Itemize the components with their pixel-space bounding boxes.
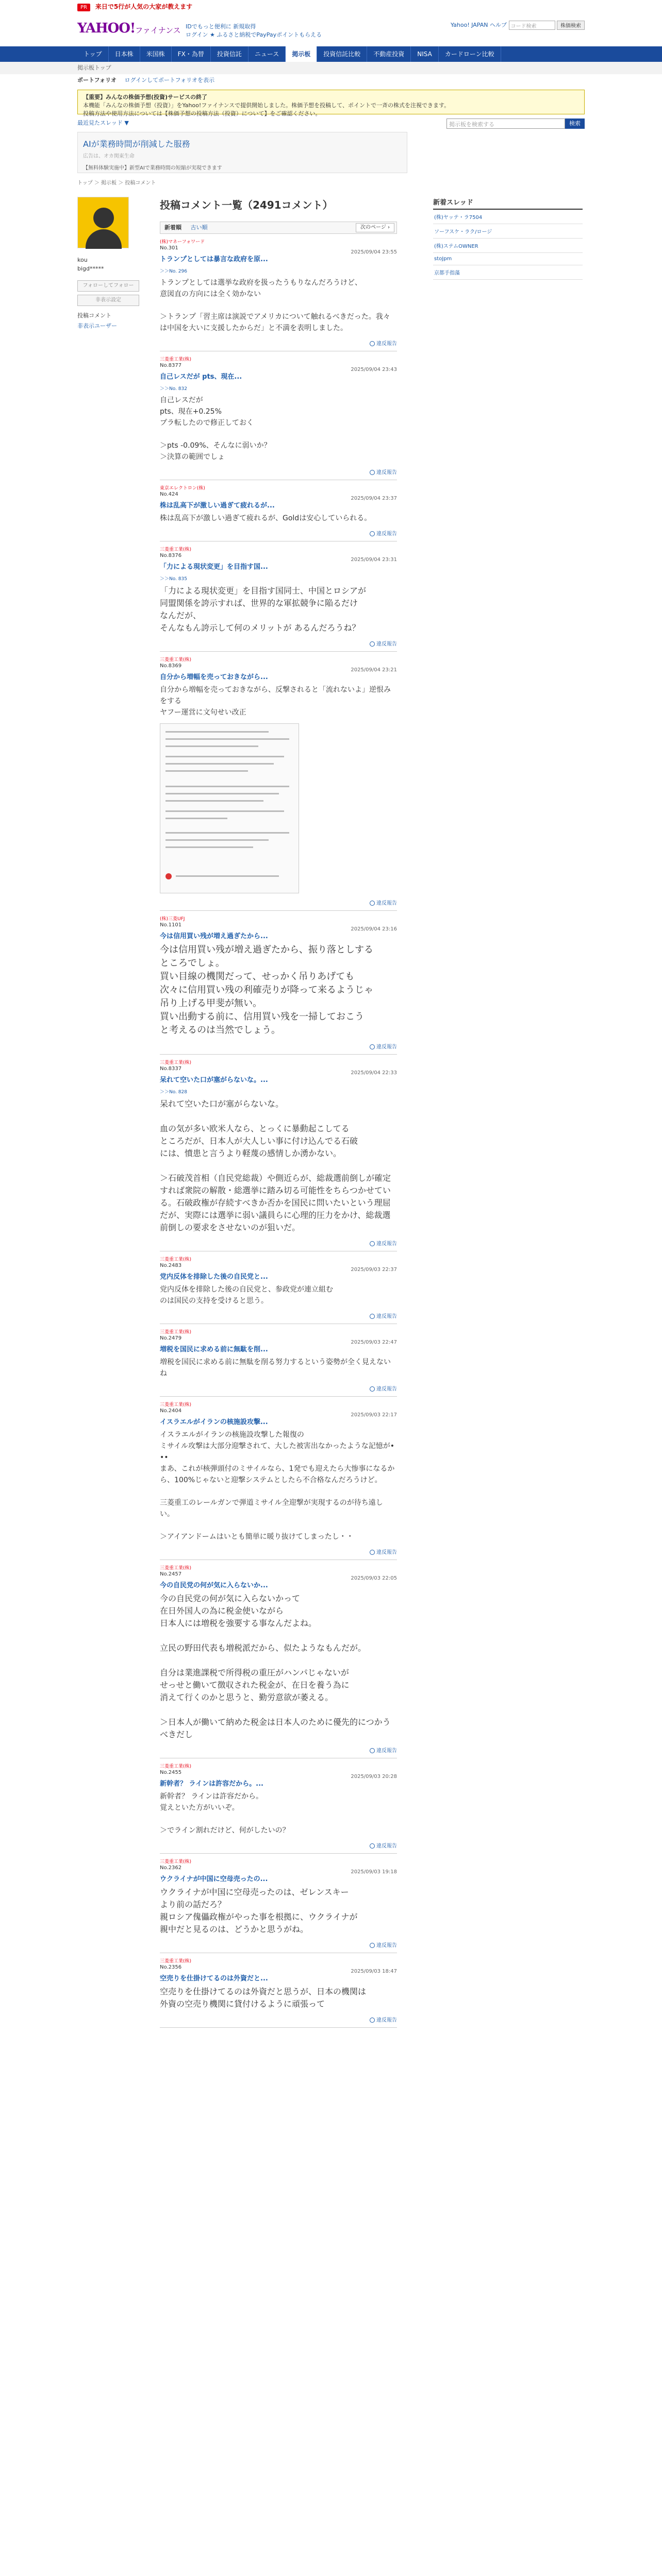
- ad-banner[interactable]: [77, 132, 407, 173]
- user-id: bigd*****: [77, 265, 104, 272]
- post-title[interactable]: 「力による現状変更」を目指す国...: [160, 563, 268, 571]
- nav-item[interactable]: FX・為替: [172, 46, 211, 62]
- post-title[interactable]: 新幹者？ ラインは許容だから。...: [160, 1780, 263, 1788]
- report-icon: [370, 531, 375, 536]
- related-list: [433, 210, 583, 280]
- nav-item[interactable]: カードローン比較: [439, 46, 501, 62]
- report-link[interactable]: 違反報告: [376, 1843, 397, 1849]
- sort-tabs: [160, 222, 397, 234]
- report-icon: [370, 901, 375, 906]
- post-number: No.8377: [160, 363, 182, 368]
- post-number: No.8369: [160, 663, 182, 669]
- post-number: No.2455: [160, 1770, 182, 1775]
- post-title[interactable]: 自己レスだが pts、現在...: [160, 373, 242, 381]
- important-notice: [77, 90, 585, 117]
- header-links: [186, 23, 322, 39]
- post-item: [160, 1560, 397, 1758]
- post-body: 今の自民党の何が気に入らないかって 在日外国人の為に税金使いながら 日本人には増税を強要する事なんだよね。 立民の野田代表も増税派だから、似たようなもんだが。 自分は業進課税で所得税の重圧がハンパじゃないが せっせと働いて徴収された税金が、在日を養う為に 消えて行くのかと思うと、勤労意欲が萎える。 ＞日本人が働いて納めた税金は日本人のために優先的につかうべきだし: [160, 1594, 391, 1739]
- user-sidebar: [77, 197, 144, 330]
- post-body: 株は乱高下が激しい過ぎて疲れるが、Goldは安心していられる。: [160, 514, 372, 522]
- report-link[interactable]: 違反報告: [376, 641, 397, 647]
- post-stock-link[interactable]: 三菱重工業(株): [160, 1764, 192, 1769]
- report-link[interactable]: 違反報告: [376, 470, 397, 476]
- post-title[interactable]: 今の自民党の何が気に入らないか...: [160, 1582, 268, 1589]
- avatar-head-icon: [93, 208, 114, 228]
- tab-oldest[interactable]: 古い順: [190, 224, 208, 231]
- portfolio-label: ポートフォリオ: [77, 77, 117, 83]
- tab-newest[interactable]: 新着順: [164, 224, 181, 231]
- post-date: 2025/09/04 22:33: [351, 1070, 397, 1076]
- report-icon: [370, 1550, 375, 1555]
- post-number: No.424: [160, 492, 178, 497]
- next-page-button[interactable]: 次のページ ›: [356, 223, 394, 232]
- related-sidebar: [433, 197, 583, 280]
- post-reply-link[interactable]: ＞＞No. 835: [160, 577, 187, 582]
- report-link[interactable]: 違反報告: [376, 1314, 397, 1319]
- breadcrumb[interactable]: トップ ＞ 掲示板 ＞ 投稿コメント: [77, 180, 156, 186]
- post-stock-link[interactable]: 三菱重工業(株): [160, 1060, 192, 1065]
- recent-threads-dropdown[interactable]: 最近見たスレッド ▼: [77, 120, 129, 126]
- follow-button[interactable]: フォローしてフォロー: [77, 280, 139, 292]
- avatar: [77, 197, 129, 248]
- signup-link[interactable]: IDでもっと便利に 新規取得: [186, 23, 256, 30]
- post-title[interactable]: 株は乱高下が激しい過ぎて疲れるが...: [160, 502, 275, 510]
- post-number: No.301: [160, 245, 178, 251]
- subnav: [0, 62, 662, 74]
- post-item: [160, 480, 397, 541]
- post-stock-link[interactable]: (株)マネーフォワード: [160, 240, 205, 245]
- post-reply-link[interactable]: ＞＞No. 296: [160, 269, 187, 274]
- post-item: [160, 351, 397, 480]
- header-search-input[interactable]: コード検索: [509, 21, 555, 30]
- post-stock-link[interactable]: 三菱重工業(株): [160, 547, 192, 552]
- ad-sponsor: 広告は、オカ関東生命: [83, 154, 135, 159]
- user-name: kou: [77, 257, 88, 263]
- post-title[interactable]: トランプとしては暴言な政府を原...: [160, 256, 268, 263]
- post-attached-image[interactable]: [160, 723, 299, 893]
- yahoo-logo[interactable]: YAHOO!: [77, 21, 136, 36]
- report-icon: [370, 1314, 375, 1319]
- post-title[interactable]: 自分から増幅を売っておきながら...: [160, 673, 268, 681]
- post-number: No.2362: [160, 1865, 182, 1871]
- related-thread-link[interactable]: 京都手指藻: [433, 265, 583, 280]
- related-thread-link[interactable]: (株)ステムOWNER: [433, 239, 583, 253]
- report-icon: [370, 641, 375, 647]
- notice-line3: 投稿方法や使用方法については【株価予想の投稿方法（投資）について】をご確認ください。: [83, 110, 321, 117]
- post-reply-link[interactable]: ＞＞No. 828: [160, 1090, 187, 1095]
- related-title: 新着スレッド: [433, 197, 583, 210]
- related-thread-link[interactable]: stoJpm: [433, 253, 583, 265]
- mute-button[interactable]: 非表示設定: [77, 295, 139, 306]
- post-item: [160, 911, 397, 1055]
- post-date: 2025/09/03 18:47: [351, 1969, 397, 1974]
- post-number: No.2457: [160, 1571, 182, 1577]
- post-stock-link[interactable]: 三菱重工業(株): [160, 657, 192, 663]
- post-body: 党内反体を排除した後の自民党と、参政党が連立組む のは国民の支持を受けると思う。: [160, 1285, 333, 1305]
- report-link[interactable]: 違反報告: [376, 2018, 397, 2023]
- post-stock-link[interactable]: 三菱重工業(株): [160, 357, 192, 362]
- post-title[interactable]: 空売りを仕掛けてるのは外資だと...: [160, 1975, 268, 1982]
- nav-item[interactable]: トップ: [77, 46, 109, 62]
- post-item: [160, 1854, 397, 1953]
- report-link[interactable]: 違反報告: [376, 1241, 397, 1247]
- login-link[interactable]: ログイン ★ ふるさと納税でPayPayポイントもらえる: [186, 31, 322, 38]
- post-body: 「力による現状変更」を目指す国同士、中国とロシアが 同盟関係を誇示すれば、世界的な軍拡競争に陥るだけ なんだが、 そんなもん誇示して何のメリットが あるんだろうね？: [160, 586, 367, 633]
- main-nav: [0, 46, 662, 62]
- post-date: 2025/09/04 23:21: [351, 667, 397, 673]
- ad-title[interactable]: AIが業務時間が削減した服務: [83, 139, 190, 149]
- user-posts-link[interactable]: 投稿コメント: [77, 312, 111, 319]
- post-item: [160, 1251, 397, 1324]
- report-icon: [370, 1386, 375, 1392]
- report-link[interactable]: 違反報告: [376, 1044, 397, 1050]
- report-link[interactable]: 違反報告: [376, 531, 397, 537]
- site-header: [0, 15, 662, 46]
- board-search-button[interactable]: 検索: [565, 118, 585, 129]
- report-icon: [370, 1843, 375, 1849]
- post-title[interactable]: 増税を国民に求める前に無駄を削...: [160, 1346, 268, 1353]
- board-search-input[interactable]: 掲示板を検索する: [446, 118, 565, 129]
- search-row: [77, 118, 585, 129]
- post-title[interactable]: イスラエルがイランの核施設攻撃...: [160, 1418, 268, 1426]
- post-date: 2025/09/04 23:55: [351, 249, 397, 255]
- help-links[interactable]: Yahoo! JAPAN ヘルプ: [450, 22, 507, 28]
- ad-description: 【無料体験実施中】新型AIで業務時間の短縮が実現できます: [83, 165, 222, 171]
- notice-heading: 【重要】みんなの株価予想(投資)サービスの終了: [83, 94, 208, 100]
- board-search: [446, 118, 585, 129]
- nav-item[interactable]: NISA: [411, 46, 439, 62]
- post-number: No.2404: [160, 1408, 182, 1414]
- post-stock-link[interactable]: 三菱重工業(株): [160, 1566, 192, 1571]
- post-title[interactable]: 今は信用買い残が増え過ぎたから...: [160, 933, 268, 940]
- post-date: 2025/09/03 22:47: [351, 1340, 397, 1345]
- post-number: No.2479: [160, 1335, 182, 1341]
- post-body: トランプとしては選挙な政府を扱ったうもりなんだろうけど、 意図直の方向には全く効かない ＞トランプ「習主席は演説でアメリカについて触れるべきだった。我々は中国を大いに支援したからだ」と不満を表明しました。: [160, 279, 390, 332]
- post-date: 2025/09/04 23:16: [351, 926, 397, 932]
- report-link[interactable]: 違反報告: [376, 1748, 397, 1754]
- post-item: [160, 1758, 397, 1854]
- report-link[interactable]: 違反報告: [376, 1386, 397, 1392]
- report-link[interactable]: 違反報告: [376, 341, 397, 347]
- post-title[interactable]: ウクライナが中国に空母売ったの...: [160, 1875, 268, 1883]
- main-content: [77, 197, 585, 2576]
- post-date: 2025/09/03 20:28: [351, 1774, 397, 1780]
- post-stock-link[interactable]: 三菱重工業(株): [160, 1859, 192, 1865]
- portfolio-login-link[interactable]: ログインしてポートフォリオを表示: [124, 77, 214, 83]
- post-date: 2025/09/04 23:37: [351, 496, 397, 501]
- post-body: イスラエルがイランの核施設攻撃した報復の ミサイル攻撃は大部分迎撃されて、大した被害出なかったような記憶が••• まあ、これが核弾頭付のミサイルなら、1発でも迎えたら大惨事になるから、100%じゃないと迎撃システムとしたら不合格なんだろうけど。 三菱重工のレールガンで弾道ミサイル全迎撃が実現するのが待ち遠しい。 ＞アイアンドームはいとも簡単に暖り抜けてしまったし・・: [160, 1431, 395, 1541]
- related-thread-link[interactable]: (株)ヤッテ・ラ7504: [433, 210, 583, 224]
- post-item: [160, 234, 397, 351]
- post-item: [160, 541, 397, 652]
- post-item: [160, 1324, 397, 1397]
- report-icon: [370, 470, 375, 475]
- post-body: 新幹者？ ラインは許容だから。 覚えといた方がいいぞ。 ＞でライン割れだけど、何がしたいの？: [160, 1792, 290, 1835]
- nav-item[interactable]: 日本株: [109, 46, 140, 62]
- post-number: No.8337: [160, 1066, 182, 1072]
- post-title[interactable]: 党内反体を排除した後の自民党と...: [160, 1273, 268, 1281]
- nav-item[interactable]: 投資信託: [211, 46, 249, 62]
- post-number: No.8376: [160, 553, 182, 558]
- finance-logo-sub: ファイナンス: [135, 26, 181, 35]
- post-item: [160, 1055, 397, 1251]
- post-stock-link[interactable]: 東京エレクトロン(株): [160, 486, 205, 491]
- post-date: 2025/09/03 22:05: [351, 1575, 397, 1581]
- related-thread-link[interactable]: ソーフスケ・ラク/ロージ: [433, 224, 583, 239]
- post-date: 2025/09/04 23:31: [351, 557, 397, 563]
- nav-item[interactable]: 投資信託比較: [317, 46, 367, 62]
- report-icon: [370, 1044, 375, 1049]
- post-stock-link[interactable]: 三菱重工業(株): [160, 1959, 192, 1964]
- post-stock-link[interactable]: 三菱重工業(株): [160, 1402, 192, 1408]
- report-icon: [370, 1943, 375, 1948]
- promo-link[interactable]: 来日で5行が人気の大家が教えます: [95, 3, 193, 10]
- report-icon: [370, 1748, 375, 1753]
- post-body: 今は信用買い残が増え過ぎたから、振り落としする ところでしょ。 買い目線の機関だって、せっかく吊りあげても 次々に信用買い残の利確売りが降って来るようじゃ 吊り上げる甲斐が無い。 買い出動する前に、信用買い残を一掃しておこう と考えるのは当然でしょう。: [160, 944, 373, 1036]
- report-icon: [370, 341, 375, 346]
- post-body: 増税を国民に求める前に無駄を削る努力するという姿勢が全く見えないね: [160, 1358, 391, 1378]
- report-link[interactable]: 違反報告: [376, 901, 397, 906]
- post-stock-link[interactable]: (株)三菱UFJ: [160, 917, 185, 922]
- post-reply-link[interactable]: ＞＞No. 832: [160, 386, 187, 392]
- nav-item[interactable]: 掲示板: [286, 46, 317, 62]
- post-body: 自分から増幅を売っておきながら、反撃されると「流れないよ」逆恨みをする ヤフー運営に文句せい改正: [160, 686, 391, 717]
- post-stock-link[interactable]: 三菱重工業(株): [160, 1330, 192, 1335]
- report-link[interactable]: 違反報告: [376, 1943, 397, 1948]
- avatar-body-icon: [86, 229, 122, 249]
- post-date: 2025/09/03 22:37: [351, 1267, 397, 1273]
- post-stock-link[interactable]: 三菱重工業(株): [160, 1257, 192, 1262]
- post-number: No.2356: [160, 1964, 182, 1970]
- report-icon: [370, 2018, 375, 2023]
- notice-line2: 本機能「みんなの株価予想（投資）」をYahoo!ファイナンスで提供開始しました。株価予想を投稿して、ポイントで一斉の株式を注視できます。: [83, 102, 450, 109]
- alert-icon: [166, 873, 172, 879]
- board-top-link[interactable]: 掲示板トップ: [77, 64, 111, 71]
- post-date: 2025/09/03 19:18: [351, 1869, 397, 1875]
- promo-badge: PR: [77, 4, 90, 11]
- nav-item[interactable]: 不動産投資: [367, 46, 411, 62]
- post-title[interactable]: 呆れて空いた口が塞がらないな。...: [160, 1076, 268, 1084]
- nav-item[interactable]: 米国株: [140, 46, 172, 62]
- portfolio-bar: [0, 74, 662, 87]
- header-search-button[interactable]: 株価検索: [557, 21, 585, 30]
- comments-column: [160, 197, 397, 2028]
- post-item: [160, 1397, 397, 1560]
- post-item: [160, 652, 397, 911]
- report-icon: [370, 1241, 375, 1246]
- post-body: ウクライナが中国に空母売ったのは、ゼレンスキー より前の話だろ？ 親ロシア傀儡政権がやった事を根拠に、ウクライナが 親中だと見るのは、どうかと思うがね。: [160, 1887, 358, 1934]
- post-list: [160, 234, 397, 2028]
- post-date: 2025/09/04 23:43: [351, 367, 397, 372]
- report-link[interactable]: 違反報告: [376, 1550, 397, 1555]
- post-date: 2025/09/03 22:17: [351, 1412, 397, 1418]
- post-body: 空売りを仕掛けてるのは外資だと思うが、日本の機関は 外資の空売り機関に貸付けるように頑張って: [160, 1987, 367, 2009]
- post-number: No.2483: [160, 1263, 182, 1268]
- post-item: [160, 1953, 397, 2028]
- post-number: No.1101: [160, 922, 182, 928]
- page-title: 投稿コメント一覧（2491コメント）: [160, 199, 333, 211]
- top-promo-bar: [0, 0, 662, 15]
- hidden-users-link[interactable]: 非表示ユーザー: [77, 323, 117, 329]
- post-body: 自己レスだが pts、現在+0.25% プラ転したので修正しておく ＞pts -0.09%、そんなに弱いか？ ＞決算の範囲でしょ: [160, 396, 271, 461]
- post-body: 呆れて空いた口が塞がらないな。 血の気が多い欧米人なら、とっくに暴動起こしてる ところだが、日本人が大人しい事に付け込んでる石破 には、憤患と言うより軽蔑の感情しか湧かない。 ＞石破茂首相（自民党総裁）や側近らが、総裁選前倒しが確定すれば衆院の解散・総選挙に踏み切る可能性をちらつかせている。石破政権が存続すべきか否かを国民に問いたいという理屈だが、実際には選挙に弱い議員らに心理的圧力をかけ、総裁選前倒しの要求をさせないのが狙いだ。: [160, 1099, 391, 1232]
- header-right: [451, 21, 585, 30]
- nav-item[interactable]: ニュース: [249, 46, 286, 62]
